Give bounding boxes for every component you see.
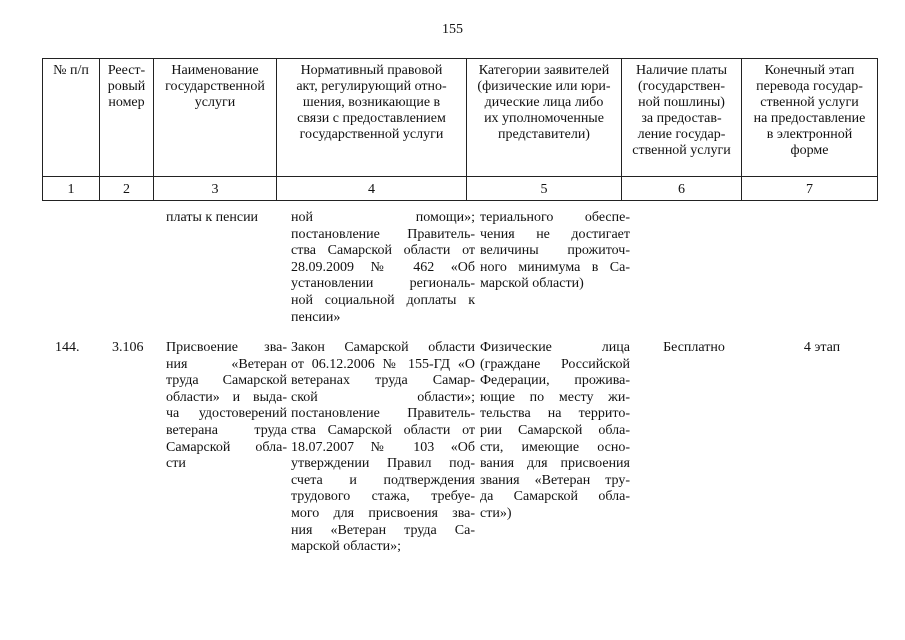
text-line: ния «Ветеран труда Са- [291,522,475,538]
header-row [43,59,878,177]
text-line: постановление Правитель- [291,406,475,422]
text-line: сти, имеющие осно- [480,439,630,455]
text-line: териального обеспе- [480,210,630,225]
text-line: ства Самарской области от [291,243,475,259]
column-number: 6 [622,177,742,201]
text-line: рии Самарской обла- [480,422,630,438]
text-line: ющие по месту жи- [480,389,630,405]
text-line: счета и подтверждения [291,472,475,488]
text-line: трудового стажа, требуе- [291,489,475,505]
text-line: ветерана труда [166,422,287,438]
text-line: ской области»; [291,389,475,405]
text-line: установлении региональ- [291,276,475,292]
final-stage-value: 4 этап [803,340,841,355]
header-cell-legal-act: Нормативный правовой акт, регулирующий отно- шения, возникающие в связи с предоставлением государственной услуги [277,59,467,177]
text-line: 18.07.2007 № 103 «Об [291,439,475,455]
text-line: сти») [480,505,512,521]
text-line: ветеранах труда Самар- [291,373,475,389]
text-line: пенсии» [291,309,341,325]
continuation-service-name [166,210,287,227]
page-number: 155 [442,22,463,37]
continuation-categories [480,210,630,293]
text-line: постановление Правитель- [291,226,475,242]
text-line: ча удостоверений [166,406,287,422]
text-line: труда Самарской [166,373,287,389]
header-cell-registry: Реест- ровый номер [100,59,154,177]
column-number: 7 [742,177,878,201]
column-number-row [43,177,878,201]
service-name [166,340,287,473]
text-line: марской области) [480,276,584,292]
column-number: 5 [467,177,622,201]
text-line: Федерации, прожива- [480,373,630,389]
services-table-header [42,58,878,201]
text-line: ния «Ветеран [166,356,287,372]
text-line: ной социальной доплаты к [291,292,475,308]
row-number: 144. [55,340,80,355]
continuation-legal-act [291,210,475,326]
text-line: сти [166,456,186,472]
text-line: ной помощи»; [291,210,475,225]
header-cell-number: № п/п [43,59,100,177]
applicant-categories [480,340,630,523]
column-number: 2 [100,177,154,201]
text-line: вания для присвоения [480,456,630,472]
header-cell-final-stage: Конечный этап перевода государ- ственной услуги на предоставление в электронной форме [742,59,878,177]
text-line: тельства на террито- [480,406,630,422]
text-line: платы к пенсии [166,210,259,225]
fee-value: Бесплатно [663,340,725,355]
text-line: от 06.12.2006 № 155-ГД «О [291,356,475,372]
text-line: Самарской обла- [166,439,287,455]
text-line: Закон Самарской области [291,340,475,355]
column-number: 4 [277,177,467,201]
text-line: (граждане Российской [480,356,630,372]
header-cell-fee: Наличие платы (государствен- ной пошлины) за предостав- ление государ- ственной услуги [622,59,742,177]
text-line: марской области»; [291,539,401,555]
legal-act [291,340,475,556]
registry-number: 3.106 [112,340,144,355]
text-line: величины прожиточ- [480,243,630,259]
text-line: ного минимума в Са- [480,259,630,275]
text-line: 28.09.2009 № 462 «Об [291,259,475,275]
text-line: звания «Ветеран тру- [480,472,630,488]
text-line: утверждении Правил под- [291,456,475,472]
column-number: 1 [43,177,100,201]
text-line: чения не достигает [480,226,630,242]
text-line: мого для присвоения зва- [291,505,475,521]
text-line: ства Самарской области от [291,422,475,438]
header-cell-service-name: Наименование государственной услуги [154,59,277,177]
column-number: 3 [154,177,277,201]
text-line: Физические лица [480,340,630,355]
text-line: области» и выда- [166,389,287,405]
header-cell-categories: Категории заявителей (физические или юри- дические лица либо их уполномоченные представители) [467,59,622,177]
text-line: Присвоение зва- [166,340,287,355]
text-line: да Самарской обла- [480,489,630,505]
